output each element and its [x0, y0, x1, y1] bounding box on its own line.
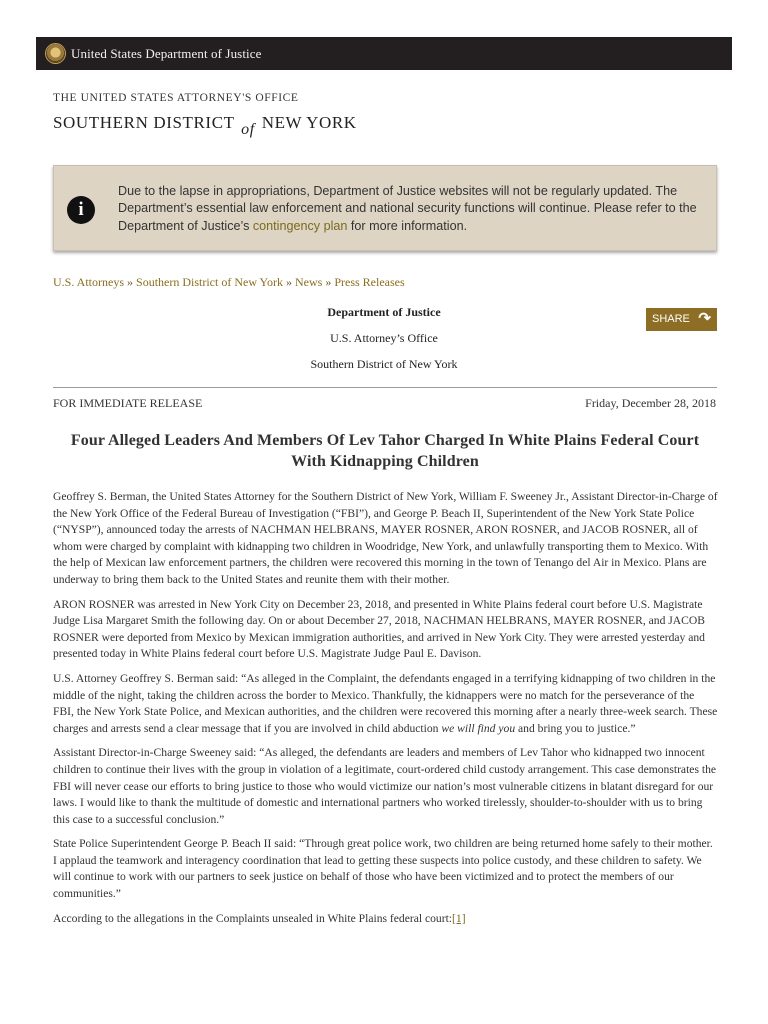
- district-title-of: of: [241, 121, 255, 138]
- district-title-right: NEW YORK: [261, 113, 357, 132]
- doj-seal-icon[interactable]: [46, 44, 65, 63]
- paragraph-6-text: According to the allegations in the Complaints unsealed in White Plains federal court:: [53, 911, 453, 925]
- office-name: U.S. Attorney’s Office: [330, 331, 438, 345]
- paragraph-5: State Police Superintendent George P. Beach II said: “Through great police work, two children are being returned home safely to their mother. I applaud the teamwork and interagency coordination that lead to getting these suspects into police custody, and these children to safety. We will continue to work with our partners to seek justice on behalf of those who have been victimized and to protect the members of our communities.”: [53, 837, 713, 901]
- share-label: SHARE: [652, 313, 690, 325]
- paragraph-3-italic: we will find you: [441, 721, 516, 735]
- district-title[interactable]: [53, 113, 357, 138]
- footnote-link[interactable]: [1]: [452, 911, 466, 925]
- paragraph-3-end: and bring you to justice.”: [515, 721, 636, 735]
- site-header-bar: [36, 37, 732, 70]
- dept-name: Department of Justice: [327, 305, 441, 319]
- district-name: Southern District of New York: [310, 357, 458, 371]
- office-title: THE UNITED STATES ATTORNEY'S OFFICE: [53, 92, 299, 104]
- breadcrumb-us-attorneys[interactable]: U.S. Attorneys: [53, 275, 125, 289]
- district-title-left: SOUTHERN DISTRICT: [53, 113, 235, 132]
- alert-text-before: Due to the lapse in appropriations, Department of Justice websites will not be regularly updated. The Department’s essential law enforcement and national security functions will continue. Please refer to the Department of Justice’s: [118, 184, 697, 233]
- divider: [53, 387, 717, 388]
- share-arrow-icon: ↷: [698, 310, 711, 327]
- release-date: Friday, December 28, 2018: [585, 396, 716, 410]
- page-title: Four Alleged Leaders And Members Of Lev Tahor Charged In White Plains Federal Court With Kidnapping Children: [70, 432, 700, 470]
- paragraph-1: Geoffrey S. Berman, the United States Attorney for the Southern District of New York, William F. Sweeney Jr., Assistant Director-in-Charge of the New York Office of the Federal Bureau of Investigation (“FBI”), and George P. Beach II, Superintendent of the New York State Police (“NYSP”), announced today the arrests of NACHMAN HELBRANS, MAYER ROSNER, ARON ROSNER, and JACOB ROSNER, all of whom were charged by complaint with kidnapping two children in Woodridge, New York, and unlawfully transporting them to Mexico. With the help of Mexican law enforcement partners, the children were recovered this morning in the town of Tenango del Air in Mexico. Plans are underway to bring them back to the United States and reunite them with their mother.: [53, 490, 718, 586]
- share-button[interactable]: [646, 308, 717, 331]
- shutdown-alert-banner: [53, 165, 717, 251]
- breadcrumb-news[interactable]: News: [295, 275, 323, 289]
- breadcrumb: [53, 275, 405, 290]
- paragraph-2: ARON ROSNER was arrested in New York City on December 23, 2018, and presented in White Plains federal court before U.S. Magistrate Judge Lisa Margaret Smith the following day. On or about December 27, 2018, NACHMAN HELBRANS, MAYER ROSNER, and JACOB ROSNER were deported from Mexico by Mexican immigration authorities, and arrived in New York City. They were arrested yesterday and presented today in White Plains federal court before U.S. Magistrate Judge Paul E. Davison.: [53, 597, 705, 661]
- alert-message: [118, 183, 718, 235]
- info-icon: i: [67, 196, 95, 224]
- paragraph-3-text: U.S. Attorney Geoffrey S. Berman said: “As alleged in the Complaint, the defendants engaged in a terrifying kidnapping of two children in the middle of the night, taking the children across the border to Mexico. Thankfully, the kidnappers were no match for the perseverance of the FBI, the New York State Police, and Mexican authorities, and the children were recovered this morning after a nearly three-week search. These charges and arrests send a clear message that if you are involved in child abduction: [53, 671, 718, 735]
- alert-text-after: for more information.: [347, 218, 468, 233]
- release-label: FOR IMMEDIATE RELEASE: [53, 396, 203, 410]
- breadcrumb-separator: »: [286, 275, 293, 289]
- paragraph-3: [53, 671, 718, 737]
- article-body: [53, 489, 718, 935]
- breadcrumb-separator: »: [325, 275, 332, 289]
- paragraph-4: Assistant Director-in-Charge Sweeney said: “As alleged, the defendants are leaders and members of Lev Tahor who kidnapped two innocent children to continue their lives with the group in violation of a legitimate, court-ordered child custody arrangement. This case demonstrates the FBI will never cease our efforts to bring justice to those who would victimize our nation’s most vulnerable citizens in blatant disregard for our laws. I would like to thank the multitude of domestic and international partners who worked tirelessly, shoulder-to-shoulder with us to bring this case to a successful conclusion.”: [53, 746, 717, 826]
- breadcrumb-press-releases[interactable]: Press Releases: [334, 275, 405, 289]
- breadcrumb-sdny[interactable]: Southern District of New York: [136, 275, 284, 289]
- paragraph-6: [53, 911, 718, 928]
- contingency-plan-link[interactable]: contingency plan: [252, 218, 348, 233]
- breadcrumb-separator: »: [127, 275, 134, 289]
- site-title[interactable]: United States Department of Justice: [71, 45, 262, 61]
